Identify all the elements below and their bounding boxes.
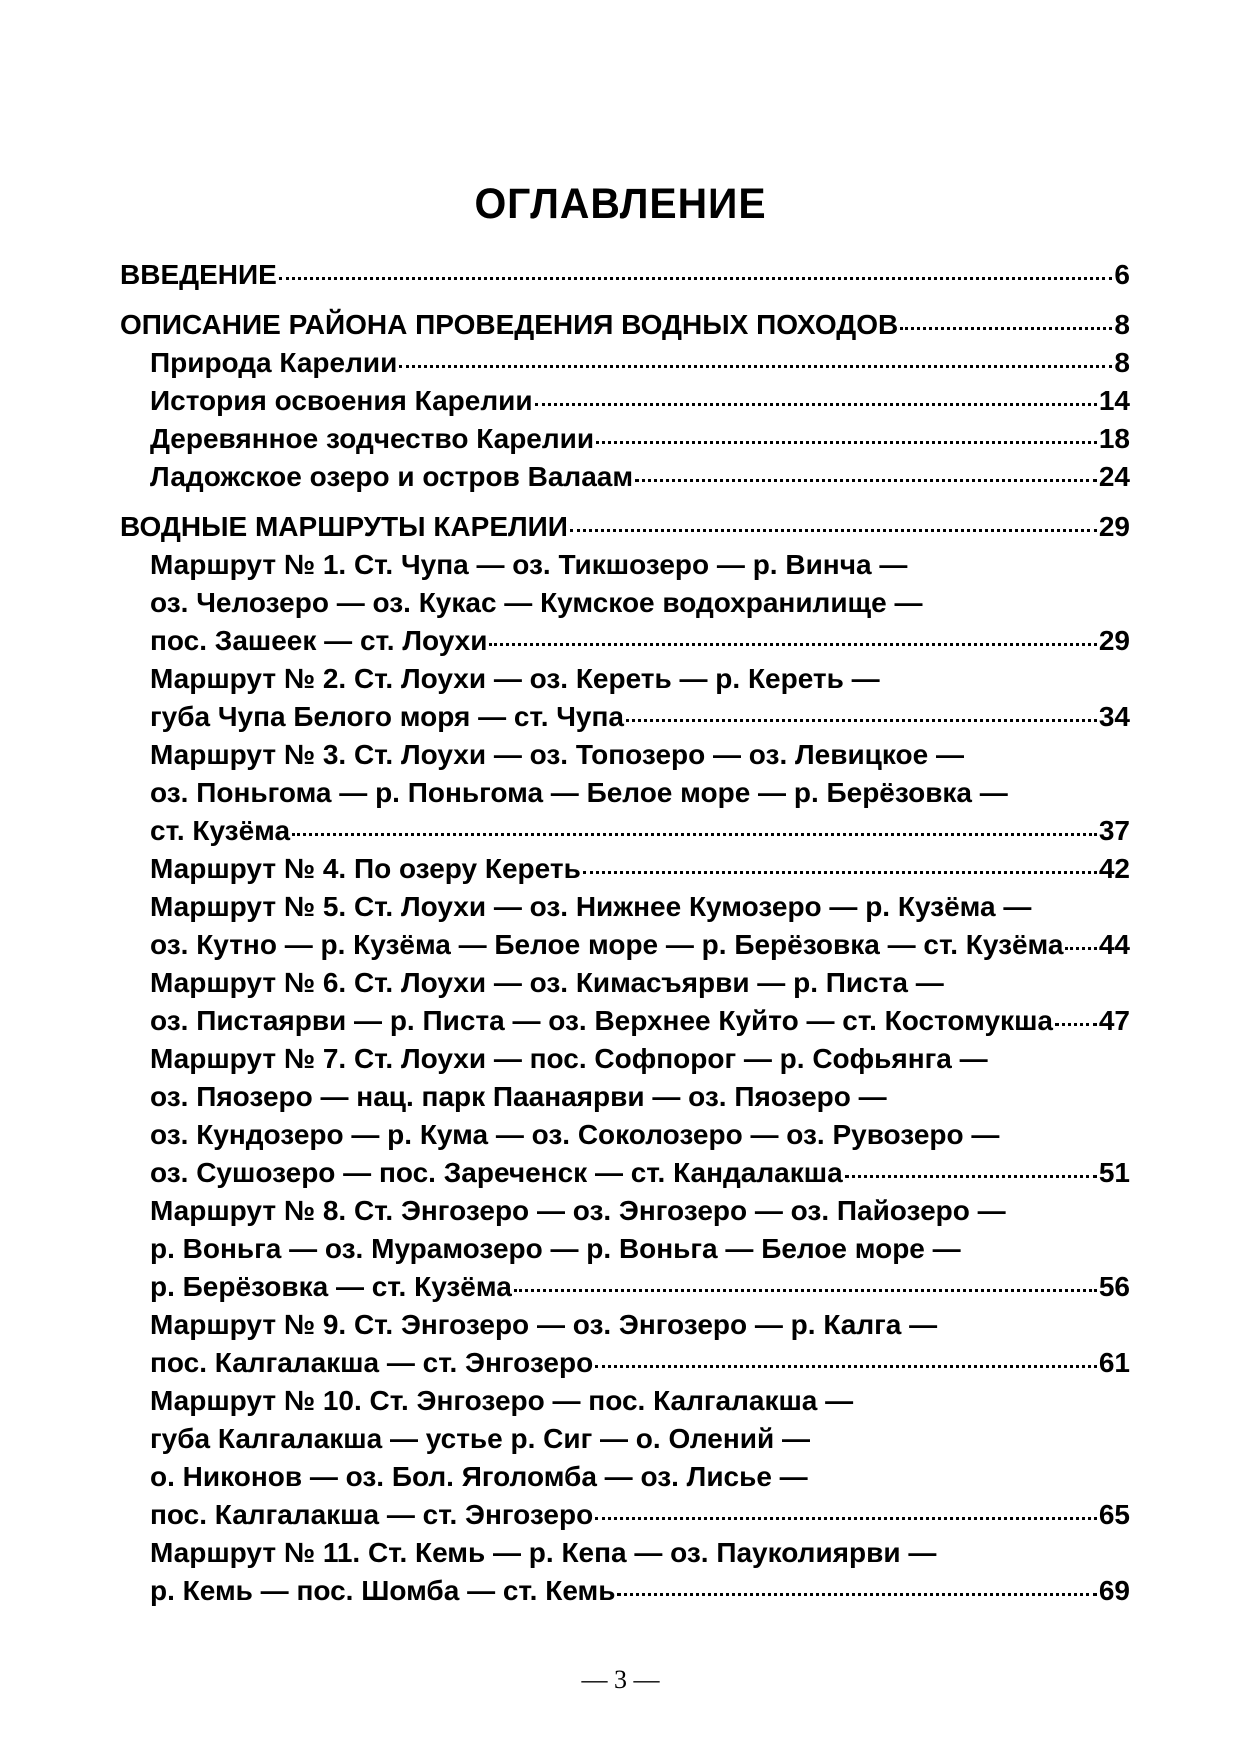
toc-route-3-line[interactable] <box>120 774 1130 812</box>
dot-leader <box>1065 946 1096 950</box>
dot-leader <box>292 832 1097 836</box>
toc-route-4-line[interactable] <box>120 850 1130 888</box>
dot-leader <box>1055 1022 1097 1026</box>
toc-entry-text: р. Кемь — пос. Шомба — ст. Кемь <box>150 1575 616 1606</box>
toc-entry-nature[interactable] <box>120 344 1130 382</box>
toc-entry-architecture[interactable] <box>120 420 1130 458</box>
toc-entry-text: Маршрут № 3. Ст. Лоухи — оз. Топозеро — оз. Левицкое — <box>150 739 964 770</box>
toc-entry-text: губа Чупа Белого моря — ст. Чупа <box>150 701 624 732</box>
toc-route-8-line[interactable] <box>120 1268 1130 1306</box>
toc-entry-text: оз. Сушозеро — пос. Зареченск — ст. Кандалакша <box>150 1157 843 1188</box>
toc-route-3-line[interactable] <box>120 736 1130 774</box>
toc-page-number: 6 <box>1114 259 1130 290</box>
dot-leader <box>514 1288 1097 1292</box>
toc-page-number: 18 <box>1098 423 1130 454</box>
dot-leader <box>596 440 1097 444</box>
page-title: ОГЛАВЛЕНИЕ <box>474 180 767 228</box>
toc-route-6-line[interactable] <box>120 964 1130 1002</box>
toc-entry-text: Природа Карелии <box>150 347 398 378</box>
toc-entry-text: оз. Пистаярви — р. Писта — оз. Верхнее Куйто — ст. Костомукша <box>150 1005 1053 1036</box>
toc-entry-water-routes[interactable] <box>120 508 1130 546</box>
toc-entry-text: Ладожское озеро и остров Валаам <box>150 461 634 492</box>
toc-page-number: 56 <box>1098 1271 1130 1302</box>
toc-page-number: 65 <box>1098 1499 1130 1530</box>
toc-entry-text: Деревянное зодчество Карелии <box>150 423 595 454</box>
toc-entry-text: Маршрут № 5. Ст. Лоухи — оз. Нижнее Кумозеро — р. Кузёма — <box>150 891 1032 922</box>
dot-leader <box>489 642 1096 646</box>
toc-entry-text: губа Калгалакша — устье р. Сиг — о. Олений — <box>150 1423 810 1454</box>
dot-leader <box>635 478 1097 482</box>
dot-leader <box>535 402 1097 406</box>
toc-route-1-line[interactable] <box>120 546 1130 584</box>
toc-entry-text: Маршрут № 11. Ст. Кемь — р. Кепа — оз. Пауколиярви — <box>150 1537 937 1568</box>
toc-route-10-line[interactable] <box>120 1458 1130 1496</box>
toc-route-2-line[interactable] <box>120 698 1130 736</box>
toc-route-10-line[interactable] <box>120 1382 1130 1420</box>
dot-leader <box>617 1592 1096 1596</box>
dot-leader <box>583 870 1097 874</box>
toc-entry-text: оз. Кутно — р. Кузёма — Белое море — р. Берёзовка — ст. Кузёма <box>150 929 1064 960</box>
toc-entry-text: р. Берёзовка — ст. Кузёма <box>150 1271 512 1302</box>
dot-leader <box>595 1516 1097 1520</box>
toc-route-5-line[interactable] <box>120 926 1130 964</box>
toc-route-7-line[interactable] <box>120 1154 1130 1192</box>
toc-page-number: 51 <box>1098 1157 1130 1188</box>
toc-route-9-line[interactable] <box>120 1306 1130 1344</box>
toc-page-number: 44 <box>1098 929 1130 960</box>
toc-page-number: 24 <box>1098 461 1130 492</box>
table-of-contents <box>120 256 1130 1610</box>
toc-entry-text: оз. Кундозеро — р. Кума — оз. Соколозеро — оз. Рувозеро — <box>150 1119 1000 1150</box>
toc-entry-region-description[interactable] <box>120 306 1130 344</box>
dot-leader <box>845 1174 1097 1178</box>
toc-page-number: 34 <box>1098 701 1130 732</box>
toc-entry-text: Маршрут № 9. Ст. Энгозеро — оз. Энгозеро — р. Калга — <box>150 1309 938 1340</box>
toc-route-6-line[interactable] <box>120 1002 1130 1040</box>
toc-page-number: 29 <box>1098 511 1130 542</box>
toc-route-2-line[interactable] <box>120 660 1130 698</box>
toc-route-10-line[interactable] <box>120 1420 1130 1458</box>
toc-route-11-line[interactable] <box>120 1534 1130 1572</box>
dot-leader <box>279 276 1113 280</box>
toc-entry-text: ОПИСАНИЕ РАЙОНА ПРОВЕДЕНИЯ ВОДНЫХ ПОХОДОВ <box>120 309 899 340</box>
toc-route-8-line[interactable] <box>120 1192 1130 1230</box>
toc-page-number: 14 <box>1098 385 1130 416</box>
toc-entry-text: Маршрут № 6. Ст. Лоухи — оз. Кимасъярви — р. Писта — <box>150 967 944 998</box>
toc-route-1-line[interactable] <box>120 584 1130 622</box>
dot-leader <box>570 528 1097 532</box>
toc-entry-text: р. Воньга — оз. Мурамозеро — р. Воньга — Белое море — <box>150 1233 961 1264</box>
toc-route-7-line[interactable] <box>120 1116 1130 1154</box>
toc-page-number: 8 <box>1114 347 1130 378</box>
toc-route-9-line[interactable] <box>120 1344 1130 1382</box>
page-number-footer: — 3 — <box>581 1665 660 1694</box>
toc-entry-text: Маршрут № 1. Ст. Чупа — оз. Тикшозеро — р. Винча — <box>150 549 908 580</box>
toc-entry-text: История освоения Карелии <box>150 385 533 416</box>
toc-entry-text: пос. Зашеек — ст. Лоухи <box>150 625 488 656</box>
toc-entry-text: оз. Челозеро — оз. Кукас — Кумское водохранилище — <box>150 587 923 618</box>
toc-entry-text: ВОДНЫЕ МАРШРУТЫ КАРЕЛИИ <box>120 511 568 542</box>
toc-entry-text: ст. Кузёма <box>150 815 291 846</box>
toc-entry-text: Маршрут № 10. Ст. Энгозеро — пос. Калгалакша — <box>150 1385 854 1416</box>
toc-route-11-line[interactable] <box>120 1572 1130 1610</box>
toc-page-number: 42 <box>1098 853 1130 884</box>
toc-page-number: 69 <box>1098 1575 1130 1606</box>
toc-route-5-line[interactable] <box>120 888 1130 926</box>
toc-entry-text: Маршрут № 8. Ст. Энгозеро — оз. Энгозеро — оз. Пайозеро — <box>150 1195 1006 1226</box>
toc-entry-text: пос. Калгалакша — ст. Энгозеро <box>150 1499 594 1530</box>
toc-entry-text: о. Никонов — оз. Бол. Яголомба — оз. Лисье — <box>150 1461 808 1492</box>
toc-entry-introduction[interactable] <box>120 256 1130 294</box>
toc-route-3-line[interactable] <box>120 812 1130 850</box>
toc-entry-text: Маршрут № 2. Ст. Лоухи — оз. Кереть — р. Кереть — <box>150 663 880 694</box>
toc-route-7-line[interactable] <box>120 1040 1130 1078</box>
toc-entry-history[interactable] <box>120 382 1130 420</box>
toc-entry-text: пос. Калгалакша — ст. Энгозеро <box>150 1347 594 1378</box>
toc-page-number: 61 <box>1098 1347 1130 1378</box>
toc-entry-text: Маршрут № 7. Ст. Лоухи — пос. Софпорог — р. Софьянга — <box>150 1043 988 1074</box>
toc-entry-ladoga-valaam[interactable] <box>120 458 1130 496</box>
toc-route-10-line[interactable] <box>120 1496 1130 1534</box>
dot-leader <box>399 364 1112 368</box>
toc-entry-text: Маршрут № 4. По озеру Кереть <box>150 853 581 884</box>
dot-leader <box>626 718 1097 722</box>
toc-page-number: 29 <box>1098 625 1130 656</box>
toc-route-8-line[interactable] <box>120 1230 1130 1268</box>
toc-entry-text: ВВЕДЕНИЕ <box>120 259 277 290</box>
toc-page-number: 47 <box>1098 1005 1130 1036</box>
toc-route-7-line[interactable] <box>120 1078 1130 1116</box>
toc-page-number: 37 <box>1098 815 1130 846</box>
dot-leader <box>900 326 1112 330</box>
toc-page-number: 8 <box>1114 309 1130 340</box>
toc-route-1-line[interactable] <box>120 622 1130 660</box>
toc-entry-text: оз. Поньгома — р. Поньгома — Белое море — р. Берёзовка — <box>150 777 1008 808</box>
toc-entry-text: оз. Пяозеро — нац. парк Паанаярви — оз. Пяозеро — <box>150 1081 887 1112</box>
dot-leader <box>595 1364 1097 1368</box>
